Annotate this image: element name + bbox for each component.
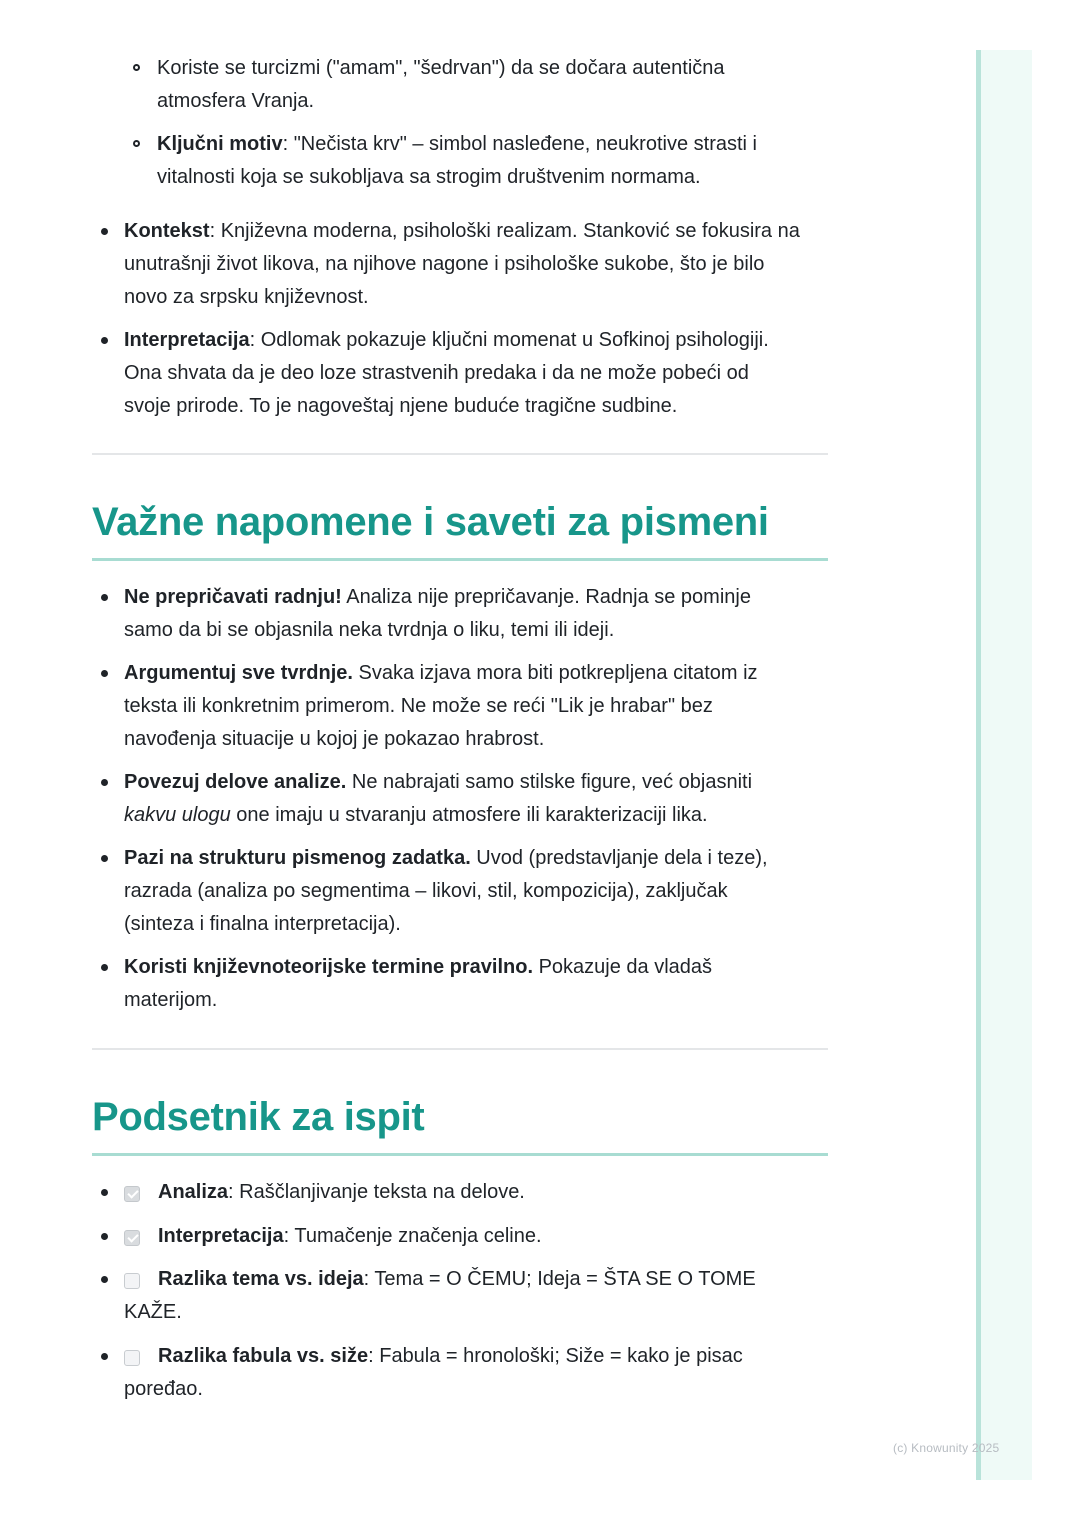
- bullet: [101, 337, 108, 344]
- list-item-text: materijom.: [124, 989, 218, 1011]
- list-item-text: Analiza: Raščlanjivanje teksta na delove.: [158, 1181, 525, 1203]
- bullet: [101, 1276, 108, 1283]
- list-item-text: novo za srpsku književnost.: [124, 286, 369, 308]
- sub-bullet: [133, 64, 140, 71]
- bullet: [101, 1353, 108, 1360]
- list-item-text: samo da bi se objasnila neka tvrdnja o liku, temi ili ideji.: [124, 619, 615, 641]
- list-item-text: Ključni motiv: "Nečista krv" – simbol nasleđene, neukrotive strasti i: [157, 133, 757, 155]
- list-item-text: Razlika tema vs. ideja: Tema = O ČEMU; Ideja = ŠTA SE O TOME: [158, 1268, 756, 1290]
- list-item-text: (sinteza i finalna interpretacija).: [124, 913, 401, 935]
- side-panel: [976, 50, 1032, 1480]
- list-item-text: Koristi književnoteorijske termine pravilno. Pokazuje da vladaš: [124, 956, 713, 978]
- list-item-text: navođenja situacije u kojoj je pokazao hrabrost.: [124, 728, 545, 750]
- list-item-text: Koriste se turcizmi ("amam", "šedrvan") da se dočara autentična: [157, 57, 725, 79]
- list-item-text: KAŽE.: [124, 1301, 182, 1323]
- list-item-text: Argumentuj sve tvrdnje. Svaka izjava mora biti potkrepljena citatom iz: [124, 662, 758, 684]
- list-item-text: poređao.: [124, 1378, 203, 1400]
- section-heading: Važne napomene i saveti za pismeni: [92, 500, 769, 544]
- side-accent-line: [976, 50, 981, 1480]
- section-heading: Podsetnik za ispit: [92, 1095, 425, 1139]
- bullet: [101, 855, 108, 862]
- heading-rule: [92, 558, 828, 561]
- list-item-text: kakvu ulogu one imaju u stvaranju atmosfere ili karakterizaciji lika.: [124, 804, 708, 826]
- bullet: [101, 670, 108, 677]
- task-checkbox[interactable]: [124, 1230, 140, 1246]
- task-checkbox[interactable]: [124, 1186, 140, 1202]
- list-item-text: svoje prirode. To je nagoveštaj njene buduće tragične sudbine.: [124, 395, 678, 417]
- bullet: [101, 964, 108, 971]
- list-item-text: Ona shvata da je deo loze strastvenih predaka i da ne može pobeći od: [124, 362, 749, 384]
- divider: [92, 453, 828, 455]
- heading-rule: [92, 1153, 828, 1156]
- bullet: [101, 1233, 108, 1240]
- bullet: [101, 779, 108, 786]
- list-item-text: Interpretacija: Odlomak pokazuje ključni momenat u Sofkinoj psihologiji.: [124, 329, 769, 351]
- list-item-text: atmosfera Vranja.: [157, 90, 315, 112]
- bullet: [101, 594, 108, 601]
- list-item-text: teksta ili konkretnim primerom. Ne može se reći "Lik je hrabar" bez: [124, 695, 713, 717]
- bullet: [101, 1189, 108, 1196]
- divider: [92, 1048, 828, 1050]
- bullet: [101, 228, 108, 235]
- sub-bullet: [133, 140, 140, 147]
- list-item-text: Razlika fabula vs. siže: Fabula = hronološki; Siže = kako je pisac: [158, 1345, 743, 1367]
- list-item-text: unutrašnji život likova, na njihove nagone i psihološke sukobe, što je bilo: [124, 253, 765, 275]
- list-item-text: razrada (analiza po segmentima – likovi, stil, kompozicija), zaključak: [124, 880, 728, 902]
- list-item-text: Ne prepričavati radnju! Analiza nije prepričavanje. Radnja se pominje: [124, 586, 751, 608]
- list-item-text: Pazi na strukturu pismenog zadatka. Uvod (predstavljanje dela i teze),: [124, 847, 768, 869]
- list-item-text: vitalnosti koja se sukobljava sa strogim društvenim normama.: [157, 166, 701, 188]
- task-checkbox[interactable]: [124, 1273, 140, 1289]
- list-item-text: Povezuj delove analize. Ne nabrajati samo stilske figure, već objasniti: [124, 771, 753, 793]
- list-item-text: Kontekst: Književna moderna, psihološki realizam. Stanković se fokusira na: [124, 220, 800, 242]
- list-item-text: Interpretacija: Tumačenje značenja celine.: [158, 1225, 542, 1247]
- copyright-footer: (c) Knowunity 2025: [893, 1441, 1000, 1455]
- task-checkbox[interactable]: [124, 1350, 140, 1366]
